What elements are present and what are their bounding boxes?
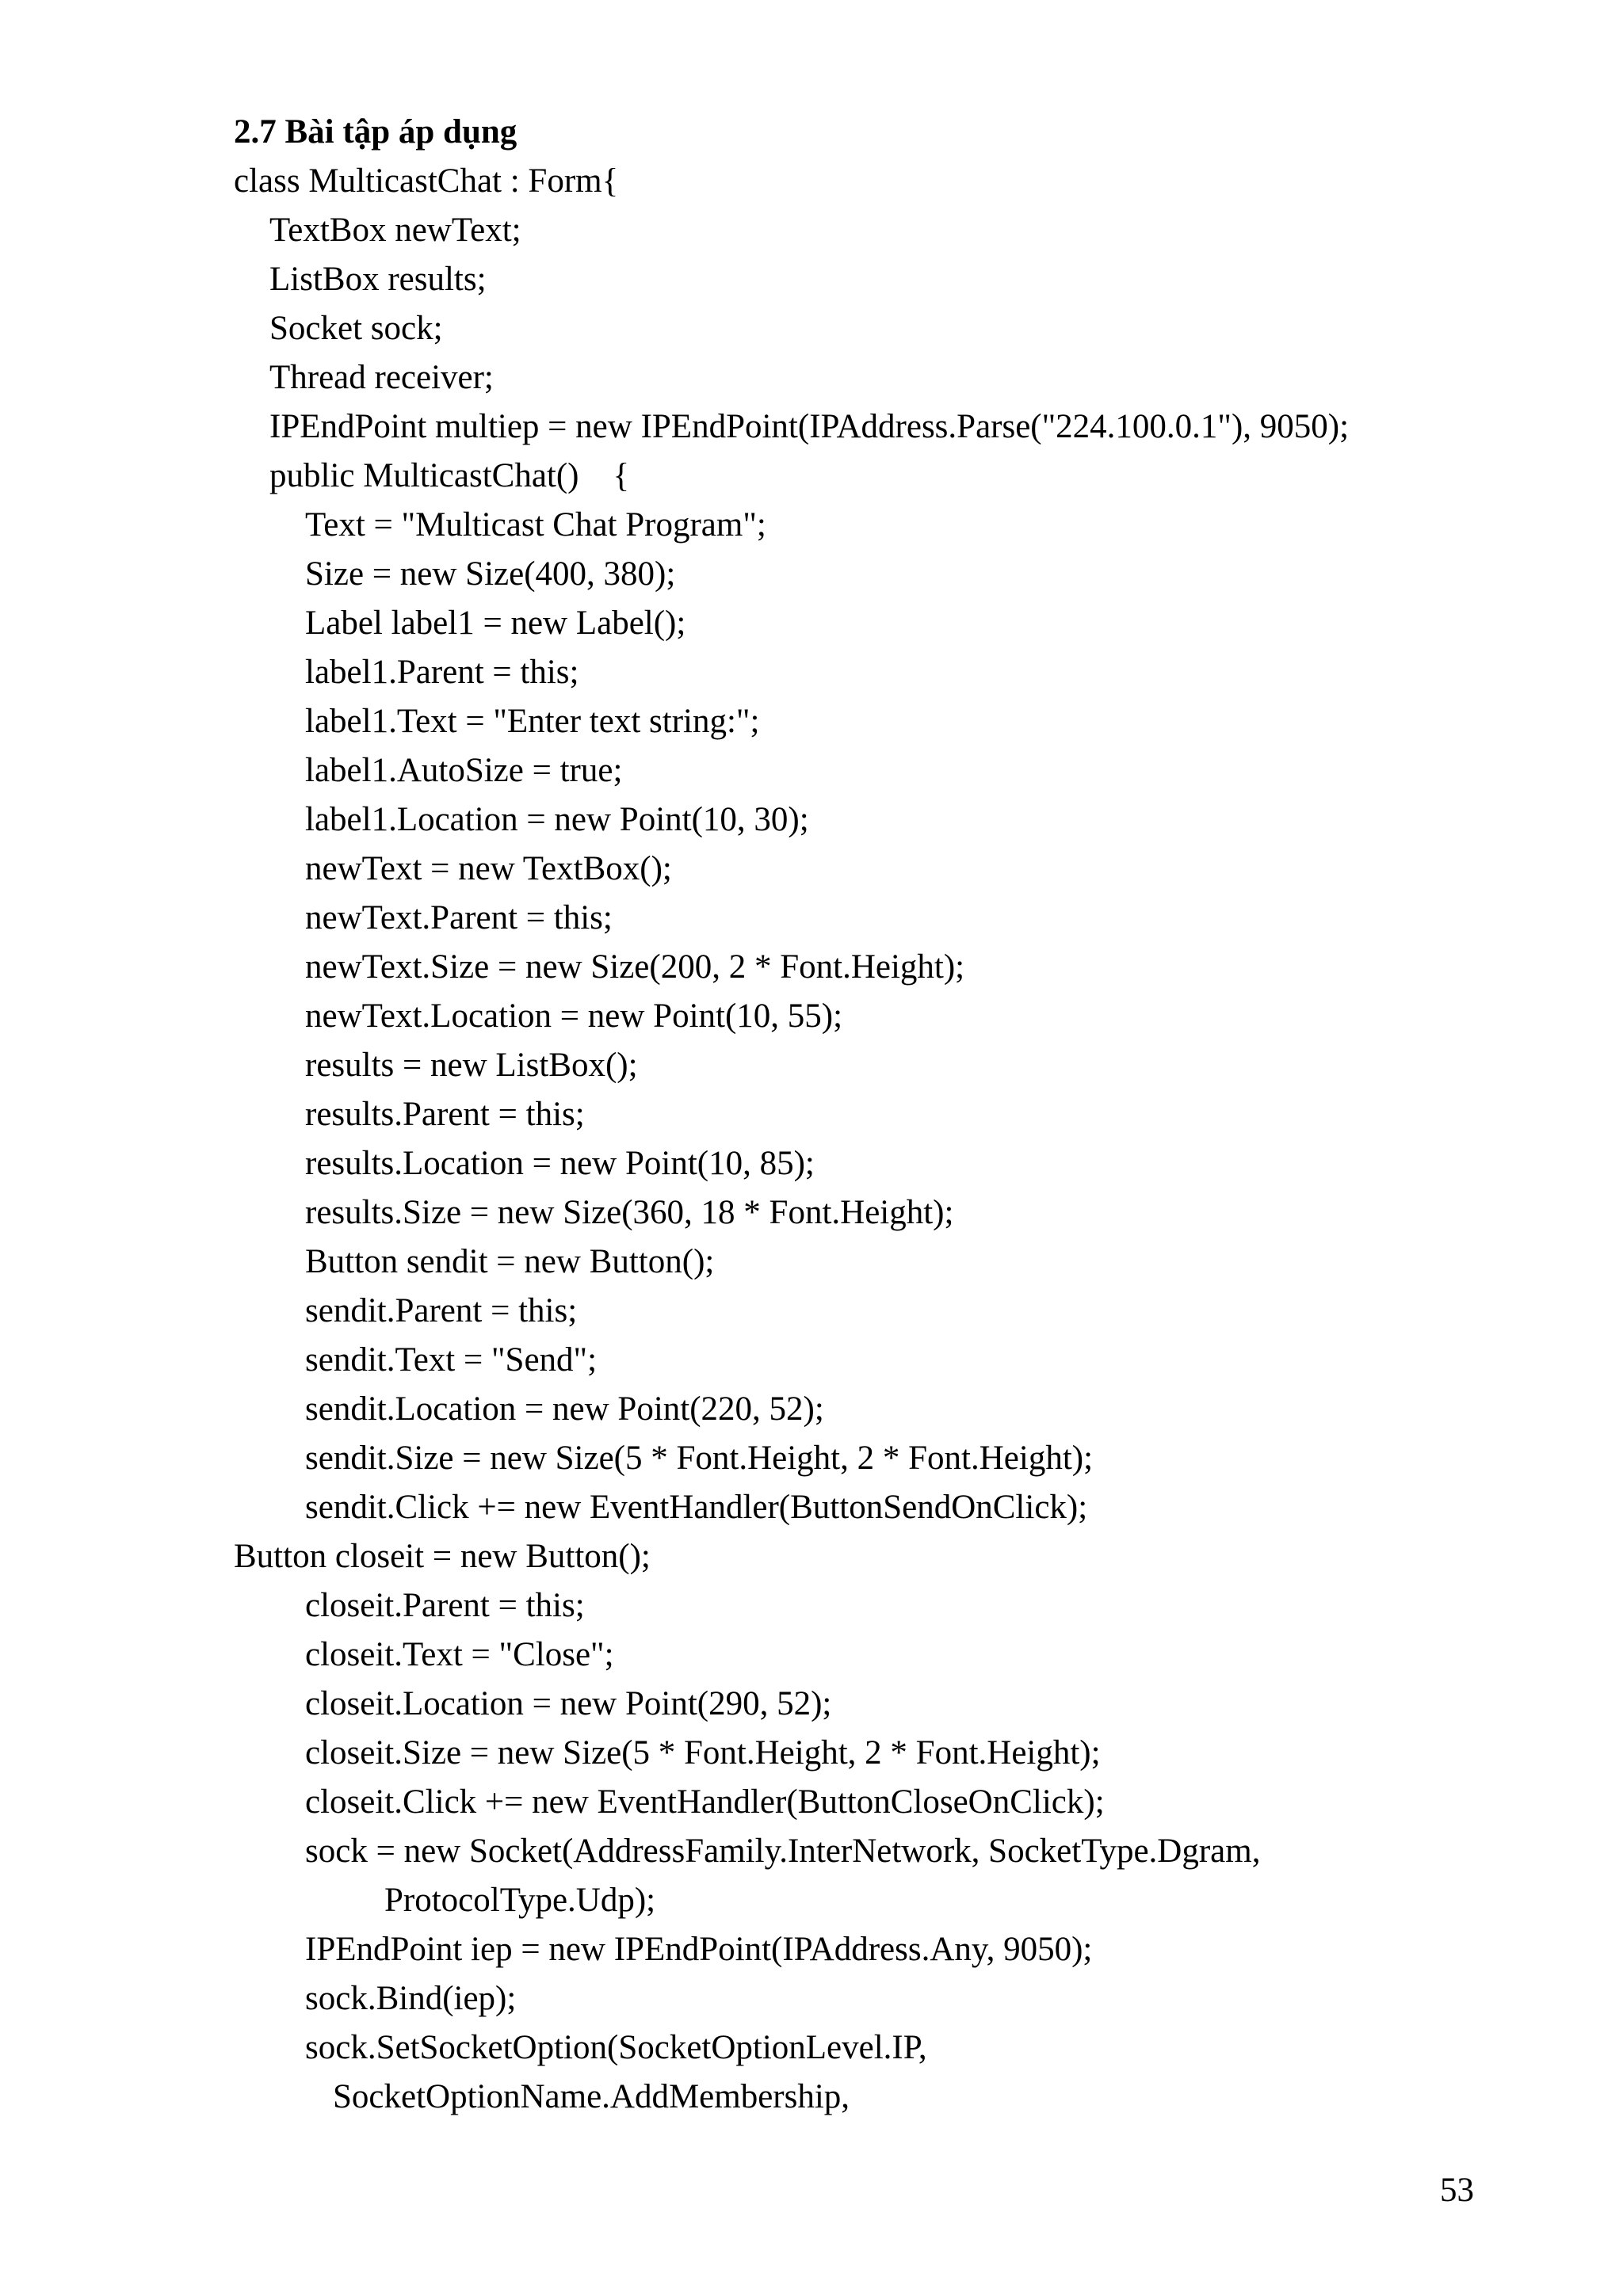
- code-line: closeit.Parent = this;: [305, 1587, 585, 1624]
- code-line: sendit.Size = new Size(5 * Font.Height, 2 * Font.Height);: [305, 1440, 1094, 1477]
- section-heading: 2.7 Bài tập áp dụng: [234, 113, 517, 151]
- page-number: 53: [1440, 2172, 1474, 2209]
- code-line: closeit.Size = new Size(5 * Font.Height, 2 * Font.Height);: [305, 1734, 1101, 1772]
- code-line: closeit.Location = new Point(290, 52);: [305, 1685, 832, 1722]
- code-line: label1.Location = new Point(10, 30);: [305, 801, 809, 838]
- code-line: public MulticastChat() {: [269, 457, 630, 494]
- code-line: label1.Text = "Enter text string:";: [305, 703, 760, 740]
- code-line: label1.AutoSize = true;: [305, 752, 623, 789]
- code-line: closeit.Click += new EventHandler(ButtonCloseOnClick);: [305, 1783, 1105, 1821]
- code-line: Thread receiver;: [269, 359, 494, 396]
- code-line: IPEndPoint multiep = new IPEndPoint(IPAddress.Parse("224.100.0.1"), 9050);: [269, 408, 1350, 445]
- code-line: IPEndPoint iep = new IPEndPoint(IPAddress.Any, 9050);: [305, 1931, 1093, 1968]
- code-line: Button closeit = new Button();: [234, 1538, 651, 1575]
- code-line: ListBox results;: [269, 261, 487, 298]
- code-line: newText = new TextBox();: [305, 850, 672, 887]
- code-line: closeit.Text = "Close";: [305, 1636, 614, 1673]
- code-listing: [234, 157, 1349, 2122]
- code-line: ProtocolType.Udp);: [384, 1882, 656, 1919]
- code-line: Label label1 = new Label();: [305, 605, 686, 642]
- code-line: SocketOptionName.AddMembership,: [333, 2078, 850, 2115]
- code-line: class MulticastChat : Form{: [234, 162, 619, 200]
- code-line: Socket sock;: [269, 310, 443, 347]
- code-line: results.Parent = this;: [305, 1096, 585, 1133]
- code-line: newText.Parent = this;: [305, 899, 613, 936]
- code-line: results.Size = new Size(360, 18 * Font.Height);: [305, 1194, 954, 1231]
- code-line: TextBox newText;: [269, 212, 521, 249]
- code-line: newText.Size = new Size(200, 2 * Font.Height);: [305, 948, 965, 986]
- code-line: Text = "Multicast Chat Program";: [305, 506, 766, 543]
- code-line: Size = new Size(400, 380);: [305, 555, 676, 593]
- code-line: label1.Parent = this;: [305, 654, 579, 691]
- code-line: sendit.Parent = this;: [305, 1292, 578, 1329]
- code-line: Button sendit = new Button();: [305, 1243, 715, 1280]
- code-line: results = new ListBox();: [305, 1047, 638, 1084]
- code-line: sendit.Location = new Point(220, 52);: [305, 1390, 824, 1428]
- code-line: results.Location = new Point(10, 85);: [305, 1145, 815, 1182]
- code-line: sendit.Click += new EventHandler(ButtonSendOnClick);: [305, 1489, 1088, 1526]
- code-line: sock = new Socket(AddressFamily.InterNetwork, SocketType.Dgram,: [305, 1833, 1261, 1870]
- code-line: newText.Location = new Point(10, 55);: [305, 997, 843, 1035]
- code-line: sendit.Text = "Send";: [305, 1341, 598, 1379]
- code-line: sock.SetSocketOption(SocketOptionLevel.IP,: [305, 2029, 927, 2066]
- code-line: sock.Bind(iep);: [305, 1980, 517, 2017]
